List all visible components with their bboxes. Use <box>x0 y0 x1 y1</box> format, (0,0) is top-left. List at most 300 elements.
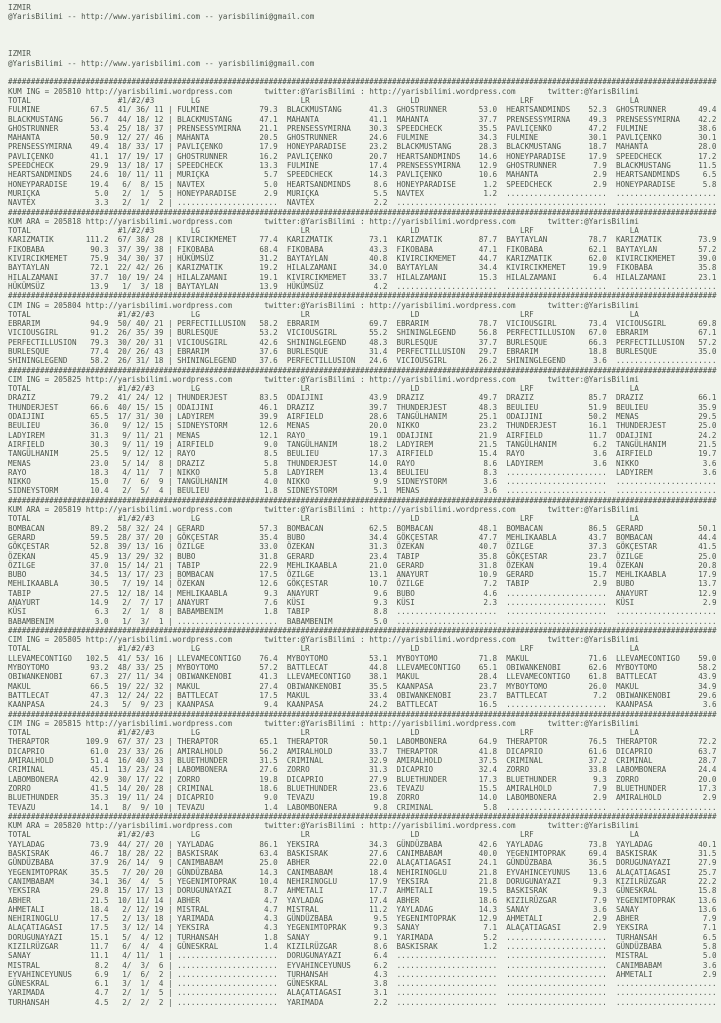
stat-horse-name: ODAIJINI <box>615 430 653 440</box>
column-header: LA <box>629 514 639 524</box>
place-stats: 7/ 19/ 14 <box>117 579 164 589</box>
stat-value: 39.9 <box>259 412 278 422</box>
twitter-handle: twitter:@YarisBilimi <box>547 216 639 226</box>
total-value: 79.2 <box>90 393 109 403</box>
stat-value: 2.3 <box>483 598 498 607</box>
stat-horse-name: MURIÇKA <box>177 170 210 180</box>
stat-value: 67.1 <box>698 328 717 338</box>
column-header: TOTAL <box>8 728 31 738</box>
stat-value: 1.8 <box>263 932 278 942</box>
stat-horse-name: TEVAZU <box>286 793 315 803</box>
total-value: 42.9 <box>90 774 109 784</box>
stat-value: 86.1 <box>259 839 278 849</box>
table-row: NAVTEX 3.3 2/ 1/ 2 | ...................... NAVTEX 2.2 ...................... ...................... ...................... <box>8 198 717 208</box>
stat-horse-name: HONEYPARADISE <box>177 188 237 198</box>
stat-value: 57.3 <box>259 523 278 533</box>
stat-value: 7.9 <box>702 914 717 924</box>
section-separator: ########################################################################################################################################################### <box>8 291 717 301</box>
table-row: EYVAHINCEYUNUS 6.9 1/ 6/ 2 | ...................... TURHANSAH 4.3 ...................... ...................... AHMETALI 2.9 <box>8 969 717 979</box>
total-value: 13.9 <box>90 281 109 291</box>
stat-horse-name: KIZILRÜZGAR <box>506 895 557 905</box>
empty-cell: ...................... <box>616 988 717 998</box>
stat-value: 47.1 <box>259 114 278 124</box>
wordpress-url: http://yarisbilimi.wordpress.com <box>369 821 516 831</box>
stat-horse-name: YEGENIMTOPRAK <box>286 923 347 933</box>
place-stats: 41/ 24/ 12 <box>117 393 164 403</box>
stat-value: 11.2 <box>369 904 388 914</box>
table-row: MISTRAL 8.2 4/ 3/ 6 | ...................... EYVAHINCEYUNUS 6.2 ...................... ...................... CANIMBABAM 3.6 <box>8 960 717 970</box>
table-row: KAANPASA 24.3 5/ 9/ 23 | KAANPASA 9.4 KAANPASA 24.2 BATTLECAT 16.5 ...................... KAANPASA 3.6 <box>8 700 717 710</box>
column-header-row <box>8 96 639 105</box>
place-stats: 58/ 32/ 24 <box>117 523 164 533</box>
empty-cell: ...................... <box>506 960 607 970</box>
stat-horse-name: BASKISRAK <box>615 849 658 859</box>
horse-name: OBIWANKENOBI <box>8 672 63 682</box>
stat-value: 19.5 <box>478 886 498 896</box>
total-value: 35.5 <box>90 867 109 877</box>
stat-horse-name: BEULIEU <box>286 449 319 459</box>
horse-name: KARIZMATIK <box>8 235 54 245</box>
horse-name: PRENSESSYMIRNA <box>8 142 73 152</box>
place-stats: 19/ 11/ 24 <box>117 793 164 803</box>
stat-horse-name: BUBO <box>177 551 196 561</box>
total-value: 6.1 <box>94 979 109 989</box>
column-header: LD <box>410 226 420 236</box>
twitter-handle: twitter:@YarisBilimi <box>547 718 639 728</box>
twitter-handle: twitter:@YarisBilimi <box>547 300 639 310</box>
wordpress-url: http://yarisbilimi.wordpress.com <box>369 300 516 310</box>
stat-horse-name: DRAZIZ <box>615 393 644 403</box>
twitter-handle: twitter:@YarisBilimi <box>547 635 639 645</box>
stat-horse-name: PERFECTILLUSION <box>177 319 246 329</box>
stat-horse-name: KARIZMATIK <box>177 263 223 273</box>
total-value: 67.3 <box>90 672 109 682</box>
column-header: LRF <box>520 226 534 236</box>
place-stats: 17/ 19/ 17 <box>117 151 164 161</box>
place-stats: 9/ 11/ 21 <box>117 430 164 440</box>
empty-cell: ...................... <box>506 607 607 617</box>
total-value: 4.7 <box>94 988 109 998</box>
stat-horse-name: SPEEDCHECK <box>396 123 443 133</box>
stat-value: 4.3 <box>263 914 278 924</box>
stat-horse-name: ÖZEKAN <box>506 560 534 570</box>
stat-horse-name: HEARTSANDMINDS <box>506 105 571 115</box>
stat-value: 64.9 <box>478 737 498 747</box>
stat-value: 12.6 <box>259 579 278 589</box>
stat-value: 8.6 <box>373 941 388 951</box>
stat-value: 71.8 <box>478 653 498 663</box>
stat-value: 19.2 <box>259 263 278 273</box>
place-stats: 26/ 35/ 39 <box>117 328 164 338</box>
stat-horse-name: HILALZAMANI <box>177 272 228 282</box>
stat-horse-name: YEGENIMTOPRAK <box>396 914 456 924</box>
stat-value: 1.4 <box>263 941 278 951</box>
stat-horse-name: RAYO <box>396 458 415 468</box>
stat-horse-name: ANAYURT <box>396 570 429 580</box>
stat-value: 21.8 <box>478 867 498 877</box>
table-row: NIKKO 15.0 7/ 6/ 9 | TANGÜLHANIM 4.0 NIKKO 9.9 SIDNEYSTORM 3.6 ...................... ...................... <box>8 477 717 487</box>
total-value: 29.9 <box>90 161 109 171</box>
stat-horse-name: RAYO <box>177 449 196 459</box>
stat-value: 18.2 <box>369 439 388 449</box>
total-value: 59.5 <box>90 532 109 542</box>
location-header: IZMIR <box>8 49 31 59</box>
stat-horse-name: GHOSTRUNNER <box>615 105 667 115</box>
place-stats: 15/ 14/ 21 <box>117 560 164 570</box>
stat-horse-name: PRENSESSYMIRNA <box>615 114 680 124</box>
stat-horse-name: KAANPASA <box>615 700 653 710</box>
stat-value: 35.0 <box>698 346 717 356</box>
horse-name: BUBO <box>8 570 27 580</box>
total-value: 89.2 <box>90 523 109 533</box>
stat-horse-name: DICAPRIO <box>177 793 214 803</box>
stat-value: 40.0 <box>478 849 498 859</box>
place-stats: 15/ 17/ 13 <box>117 886 164 896</box>
stat-value: 14.3 <box>259 867 278 877</box>
column-header: LD <box>410 514 420 524</box>
stat-value: 4.6 <box>483 588 498 598</box>
column-header: #1/#2/#3 <box>117 830 155 840</box>
horse-name: BOMBACAN <box>8 523 45 533</box>
horse-name: BASKISRAK <box>8 849 50 859</box>
stat-value: 61.6 <box>588 746 607 756</box>
stat-horse-name: ÖZEKAN <box>615 560 644 570</box>
stat-horse-name: LLEVAMECONTIGO <box>615 653 680 663</box>
stat-horse-name: OBIWANKENOBI <box>177 672 232 682</box>
stat-horse-name: RAYO <box>286 430 306 440</box>
stat-value: 32.9 <box>369 756 388 766</box>
horse-name: CANIMBABAM <box>8 876 54 886</box>
stat-value: 35.4 <box>259 532 278 542</box>
total-value: 15.0 <box>90 477 109 487</box>
table-row: MYBOYTOMO 93.2 48/ 33/ 25 | MYBOYTOMO 57.2 BATTLECAT 44.8 LLEVAMECONTIGO 65.1 OBIWANKENOBI 62.6 MYBOYTOMO 58.2 <box>8 663 717 673</box>
stat-value: 62.1 <box>588 244 607 254</box>
stat-horse-name: KIVIRCIKMEMET <box>506 263 566 273</box>
stat-value: 28.0 <box>698 142 717 152</box>
stat-horse-name: ALAÇATIAGASI <box>286 988 342 998</box>
column-header: LA <box>629 728 639 738</box>
horse-name: GÜNESKRAL <box>8 979 50 989</box>
stat-value: 5.1 <box>373 486 388 496</box>
stat-horse-name: NEHIRINOGLU <box>286 876 338 886</box>
stat-value: 41.1 <box>369 114 388 124</box>
column-header: #1/#2/#3 <box>117 226 155 236</box>
stat-value: 1.2 <box>483 941 498 951</box>
stat-horse-name: VICIOUSGIRL <box>506 319 557 329</box>
stat-horse-name: ZORRO <box>396 793 420 803</box>
column-header: TOTAL <box>8 830 31 840</box>
stat-horse-name: ZORRO <box>177 774 200 784</box>
place-stats: 13/ 23/ 24 <box>117 765 164 775</box>
stat-horse-name: MISTRAL <box>286 904 319 914</box>
stat-value: 31.8 <box>478 560 498 570</box>
stat-value: 9.8 <box>373 802 388 812</box>
stat-value: 43.9 <box>698 672 717 682</box>
stat-value: 17.3 <box>369 449 388 459</box>
twitter-handle: twitter:@YarisBilimi <box>547 374 639 384</box>
stat-value: 33.8 <box>588 765 607 775</box>
stat-horse-name: AHMETALI <box>286 886 324 896</box>
stat-value: 15.3 <box>478 272 498 282</box>
stat-value: 43.3 <box>369 244 388 254</box>
stat-horse-name: DORUGUNAYAZI <box>615 858 671 868</box>
place-stats: 26/ 31/ 18 <box>117 356 164 366</box>
stat-value: 17.9 <box>588 151 607 161</box>
stat-value: 7.1 <box>702 923 717 933</box>
empty-cell: ...................... <box>177 979 278 989</box>
stat-value: 17.7 <box>369 886 388 896</box>
stat-value: 19.4 <box>588 560 607 570</box>
table-row: KIZILRÜZGAR 11.7 6/ 4/ 4 | GÜNESKRAL 1.4 KIZILRÜZGAR 8.6 BASKISRAK 1.2 ...................... GÜNDÜZBABA 5.8 <box>8 941 717 951</box>
stat-horse-name: BURLESQUE <box>286 346 328 356</box>
stat-value: 1.2 <box>483 179 498 189</box>
stat-value: 23.2 <box>478 421 498 431</box>
column-header: LR <box>300 644 310 654</box>
stat-value: 7.1 <box>483 923 498 933</box>
horse-name: KIVIRCIKMEMET <box>8 254 68 264</box>
empty-cell: ...................... <box>396 969 498 979</box>
stat-value: 15.5 <box>478 783 498 793</box>
horse-name: PERFECTILLUSION <box>8 337 77 347</box>
stat-value: 37.2 <box>588 756 607 766</box>
total-value: 34.5 <box>90 570 109 580</box>
horse-name: ALAÇATIAGASI <box>8 923 63 933</box>
horse-name: YEKSIRA <box>8 886 41 896</box>
total-value: 46.7 <box>90 849 109 859</box>
place-stats: 14/ 20/ 28 <box>117 783 164 793</box>
stat-value: 3.6 <box>702 458 717 468</box>
stat-horse-name: HILALZAMANI <box>615 272 667 282</box>
stat-value: 35.9 <box>698 402 717 412</box>
column-header-row <box>8 830 639 839</box>
table-row: MAHANTA 50.9 12/ 27/ 46 | MAHANTA 20.5 GHOSTRUNNER 24.6 FULMINE 34.3 FULMINE 30.1 PAVLIÇENKO 30.1 <box>8 133 717 143</box>
stat-horse-name: NEHIRINOGLU <box>396 867 447 877</box>
stat-value: 11.5 <box>698 161 717 171</box>
total-value: 94.9 <box>90 319 109 329</box>
stat-value: 3.6 <box>483 477 498 487</box>
stat-horse-name: NIKKO <box>177 467 200 477</box>
section-title: CIM ING = 205804 http://yarisbilimi.wordpress.com twitter:@YarisBilimi : http://yarisbilimi.wordpress.com twitter:@YarisBilimi <box>8 300 639 310</box>
stat-value: 14.0 <box>478 793 498 803</box>
stat-value: 23.6 <box>369 783 388 793</box>
stat-horse-name: BOMBACAN <box>615 532 653 542</box>
total-value: 41.1 <box>90 151 109 161</box>
stat-value: 20.7 <box>369 151 388 161</box>
stat-horse-name: THUNDERJEST <box>177 393 228 403</box>
stat-horse-name: TANGÜLHANIM <box>177 477 228 487</box>
stat-horse-name: BASKISRAK <box>286 849 328 859</box>
place-stats: 23/ 33/ 26 <box>117 746 164 756</box>
stat-value: 44.7 <box>478 254 498 264</box>
stat-value: 18.4 <box>369 867 388 877</box>
stat-value: 50.1 <box>369 737 388 747</box>
stat-horse-name: BATTLECAT <box>615 672 658 682</box>
stat-horse-name: FULMINE <box>286 161 319 171</box>
stat-horse-name: VICIOUSGIRL <box>396 356 447 366</box>
stat-value: 9.0 <box>263 793 278 803</box>
horse-name: AMIRALHOLD <box>8 756 54 766</box>
stat-value: 38.6 <box>698 123 717 133</box>
total-value: 18.3 <box>90 467 109 477</box>
stat-horse-name: MISTRAL <box>177 904 210 914</box>
total-value: 56.7 <box>90 114 109 124</box>
stat-value: 2.9 <box>593 579 607 589</box>
total-value: 58.2 <box>90 356 109 366</box>
stat-horse-name: SPEEDCHECK <box>615 151 662 161</box>
stat-horse-name: VICIOUSGIRL <box>177 337 228 347</box>
stat-horse-name: SANAY <box>615 904 639 914</box>
stat-horse-name: BURLESQUE <box>615 346 658 356</box>
stat-horse-name: YAYLADAG <box>615 839 653 849</box>
stat-horse-name: BLUETHUNDER <box>396 774 447 784</box>
total-value: 15.1 <box>90 932 109 942</box>
stat-value: 2.9 <box>702 598 717 607</box>
stat-horse-name: BAYTAYLAN <box>506 235 548 245</box>
stat-value: 21.9 <box>478 430 498 440</box>
stat-value: 68.4 <box>259 244 278 254</box>
stat-horse-name: SIDNEYSTORM <box>396 477 447 487</box>
stat-horse-name: KÜSI <box>286 598 306 607</box>
stat-value: 40.1 <box>698 839 717 849</box>
stat-horse-name: AIRFIELD <box>506 430 543 440</box>
total-value: 66.5 <box>90 681 109 691</box>
stat-value: 21.1 <box>259 123 278 133</box>
horse-name: THERAPTOR <box>8 737 50 747</box>
stat-value: 20.0 <box>698 774 717 784</box>
place-stats: 2/ 12/ 19 <box>117 904 164 914</box>
stat-value: 41.8 <box>478 746 498 756</box>
place-stats: 10/ 11/ 14 <box>117 895 164 905</box>
stat-horse-name: GÜNDÜZBABA <box>177 867 223 877</box>
horse-name: VICIOUSGIRL <box>8 328 59 338</box>
horse-name: GÖKÇESTAR <box>8 542 50 552</box>
column-header: LRF <box>520 728 534 738</box>
column-header: TOTAL <box>8 226 31 236</box>
stat-value: 31.5 <box>259 756 278 766</box>
stat-value: 8.5 <box>263 449 278 459</box>
stat-value: 2.9 <box>593 914 607 924</box>
stat-value: 69.4 <box>588 849 607 859</box>
stat-horse-name: SIDNEYSTORM <box>286 486 338 496</box>
horse-name: GÜNDÜZBABA <box>8 858 54 868</box>
stat-horse-name: GERARD <box>506 570 534 580</box>
stat-horse-name: YARIMADA <box>286 997 324 1007</box>
stat-horse-name: ÖZILGE <box>177 542 205 552</box>
table-row: BAYTAYLAN 72.1 22/ 42/ 26 | KARIZMATIK 19.2 HILALZAMANI 34.0 BAYTAYLAN 34.4 KIVIRCIKMEMET 19.9 FIKOBABA 35.8 <box>8 263 717 273</box>
stat-horse-name: MENAS <box>615 412 639 422</box>
stat-horse-name: GERARD <box>615 523 644 533</box>
stat-horse-name: AIRFIELD <box>177 439 214 449</box>
stat-value: 14.6 <box>478 151 498 161</box>
empty-cell: ...................... <box>616 198 717 208</box>
place-stats: 4/ 11/ 7 <box>117 467 164 477</box>
column-header-row <box>8 644 639 653</box>
stat-horse-name: SANAY <box>506 904 530 914</box>
twitter-handle: twitter:@YarisBilimi <box>264 86 356 96</box>
stat-value: 9.4 <box>263 700 278 710</box>
empty-cell: ...................... <box>177 960 278 970</box>
place-stats: 28/ 37/ 20 <box>117 532 164 542</box>
place-stats: 41/ 53/ 16 <box>117 653 164 663</box>
empty-cell: ...................... <box>506 700 607 710</box>
stat-horse-name: AMIRALHOLD <box>396 756 443 766</box>
stat-value: 63.7 <box>698 746 717 756</box>
empty-cell: ...................... <box>506 997 607 1007</box>
stat-horse-name: GÜNDÜZBABA <box>396 839 443 849</box>
empty-cell: ...................... <box>506 486 607 496</box>
place-stats: 3/ 1/ 4 <box>117 979 164 989</box>
column-header: #1/#2/#3 <box>117 309 155 319</box>
stat-value: 23.2 <box>369 142 388 152</box>
stat-horse-name: BLACKMUSTANG <box>506 142 562 152</box>
stat-horse-name: VICIOUSGIRL <box>615 319 667 329</box>
place-stats: 13/ 18/ 17 <box>117 161 164 171</box>
table-row: LADYIREM 31.3 9/ 11/ 21 | MENAS 12.1 RAYO 19.1 ODAIJINI 21.9 AIRFIELD 11.7 ODAIJINI 24.2 <box>8 430 717 440</box>
stat-value: 9.3 <box>373 598 388 607</box>
stat-horse-name: MURIÇKA <box>286 188 319 198</box>
table-row: GÜNESKRAL 6.1 3/ 1/ 4 | ...................... GÜNESKRAL 3.8 ...................... ...................... ...................... <box>8 979 717 989</box>
stat-value: 17.2 <box>698 151 717 161</box>
stat-value: 16.5 <box>478 700 498 710</box>
stat-horse-name: MENAS <box>396 486 420 496</box>
stat-value: 26.2 <box>478 356 498 366</box>
total-value: 72.1 <box>90 263 109 273</box>
total-value: 93.2 <box>90 663 109 673</box>
horse-name: BATTLECAT <box>8 690 50 700</box>
wordpress-url: http://yarisbilimi.wordpress.com <box>369 635 516 645</box>
stat-horse-name: EBRARIM <box>396 319 429 329</box>
stat-horse-name: ABHER <box>615 914 639 924</box>
stat-value: 32.4 <box>478 765 498 775</box>
place-stats: 30/ 20/ 31 <box>117 337 164 347</box>
stat-value: 43.7 <box>588 532 607 542</box>
stat-value: 63.4 <box>259 849 278 859</box>
stat-horse-name: TURHANSAH <box>177 932 219 942</box>
stat-horse-name: GÜNDÜZBABA <box>286 914 333 924</box>
column-header: LG <box>190 644 201 654</box>
stat-value: 10.7 <box>369 579 388 589</box>
stat-value: 53.2 <box>259 328 278 338</box>
stat-value: 17.5 <box>259 570 278 580</box>
horse-name: FIKOBABA <box>8 244 45 254</box>
place-stats: 1/ 3/ 18 <box>117 281 164 291</box>
place-stats: 7/ 6/ 9 <box>117 477 164 487</box>
stat-value: 3.6 <box>702 700 717 710</box>
stat-value: 8.3 <box>483 467 498 477</box>
stat-horse-name: TURHANSAH <box>286 969 329 979</box>
stat-horse-name: LLEVAMECONTIGO <box>177 653 242 663</box>
stat-value: 66.1 <box>698 393 717 403</box>
stat-horse-name: ODAIJINI <box>506 412 543 422</box>
stat-horse-name: PAVLIÇENKO <box>506 123 552 133</box>
stat-horse-name: FIKOBABA <box>506 244 543 254</box>
stat-value: 34.0 <box>369 263 388 273</box>
stat-horse-name: YARIMADA <box>177 914 214 924</box>
stat-horse-name: GÜNESKRAL <box>177 941 219 951</box>
stat-value: 85.7 <box>588 393 607 403</box>
stat-horse-name: ABHER <box>286 858 310 868</box>
stat-horse-name: PRENSESSYMIRNA <box>396 161 461 171</box>
stat-horse-name: FIKOBABA <box>615 263 653 273</box>
table-row: BOMBACAN 89.2 58/ 32/ 24 | GERARD 57.3 BOMBACAN 62.5 BOMBACAN 48.1 BOMBACAN 86.5 GERARD 50.1 <box>8 523 717 533</box>
place-stats: 26/ 14/ 9 <box>117 858 164 868</box>
total-value: 65.5 <box>90 412 109 422</box>
stat-value: 21.0 <box>369 560 388 570</box>
empty-cell: ...................... <box>177 988 278 998</box>
empty-cell: ...................... <box>616 616 717 626</box>
stat-horse-name: MISTRAL <box>616 951 649 961</box>
table-row: TABIP 27.5 12/ 18/ 14 | MEHLIKAABLA 9.3 ANAYURT 9.6 BUBO 4.6 ...................... ANAYURT 12.9 <box>8 588 717 598</box>
